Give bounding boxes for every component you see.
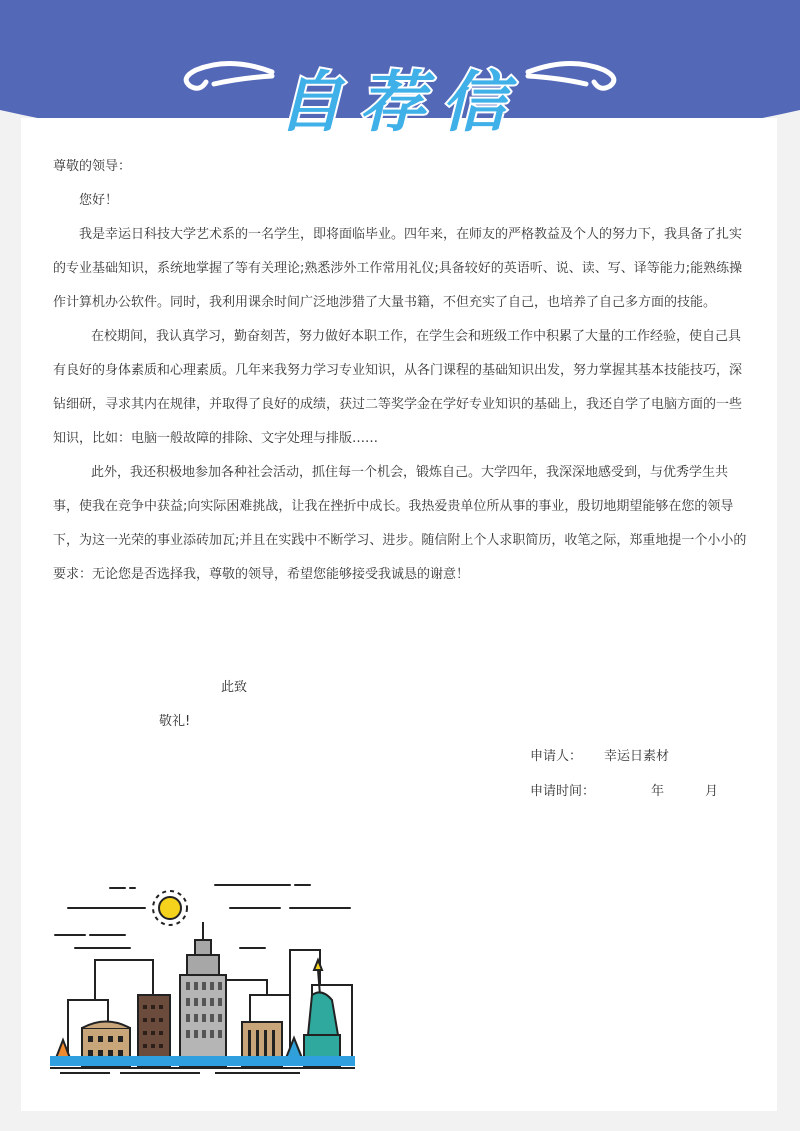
paragraph-1: 我是幸运日科技大学艺术系的一名学生，即将面临毕业。四年来，在师友的严格教益及个人的努力下，我具备了扎实的专业基础知识，系统地掌握了等有关理论;熟悉涉外工作常用礼仪;具备较好的英语听、说、读、写、译等能力;能熟练操作计算机办公软件。同时，我利用课余时间广泛地涉猎了大量书籍，不但充实了自己，也培养了自己多方面的技能。 <box>53 227 743 310</box>
sun-icon <box>153 891 187 925</box>
applicant-label: 申请人： <box>530 749 583 764</box>
date-label: 申请时间： <box>530 784 596 799</box>
closing-jingli: 敬礼! <box>159 714 191 729</box>
month-label: 月 <box>705 784 719 799</box>
greeting: 您好！ <box>79 193 119 208</box>
page-title: 自荐信 <box>277 64 523 141</box>
year-label: 年 <box>651 784 665 799</box>
salutation: 尊敬的领导： <box>53 159 132 174</box>
letter-body <box>53 150 753 592</box>
city-skyline-illustration <box>50 860 360 1075</box>
right-swirl-ornament <box>528 63 614 88</box>
applicant-name: 幸运日素材 <box>604 749 670 764</box>
closing-cizhi: 此致 <box>221 680 248 695</box>
paragraph-2: 在校期间，我认真学习，勤奋刻苦，努力做好本职工作，在学生会和班级工作中积累了大量的工作经验，使自己具有良好的身体素质和心理素质。几年来我努力学习专业知识，从各门课程的基础知识出发，努力掌握其基本技能技巧，深钻细研，寻求其内在规律，并取得了良好的成绩，获过二等奖学金在学好专业知识的基础上，我还自学了电脑方面的一些知识，比如：电脑一般故障的排除、文字处理与排版…… <box>53 329 743 446</box>
left-swirl-ornament <box>186 63 272 88</box>
paragraph-3: 此外，我还积极地参加各种社会活动，抓住每一个机会，锻炼自己。大学四年，我深深地感受到，与优秀学生共事，使我在竞争中获益;向实际困难挑战，让我在挫折中成长。我热爱贵单位所从事的事业，殷切地期望能够在您的领导下，为这一光荣的事业添砖加瓦;并且在实践中不断学习、进步。随信附上个人求职简历，收笔之际，郑重地提一个小小的要求：无论您是否选择我，尊敬的领导，希望您能够接受我诚恳的谢意！ <box>53 465 747 582</box>
title-banner <box>0 48 800 148</box>
skyscraper-icon <box>180 922 226 1066</box>
